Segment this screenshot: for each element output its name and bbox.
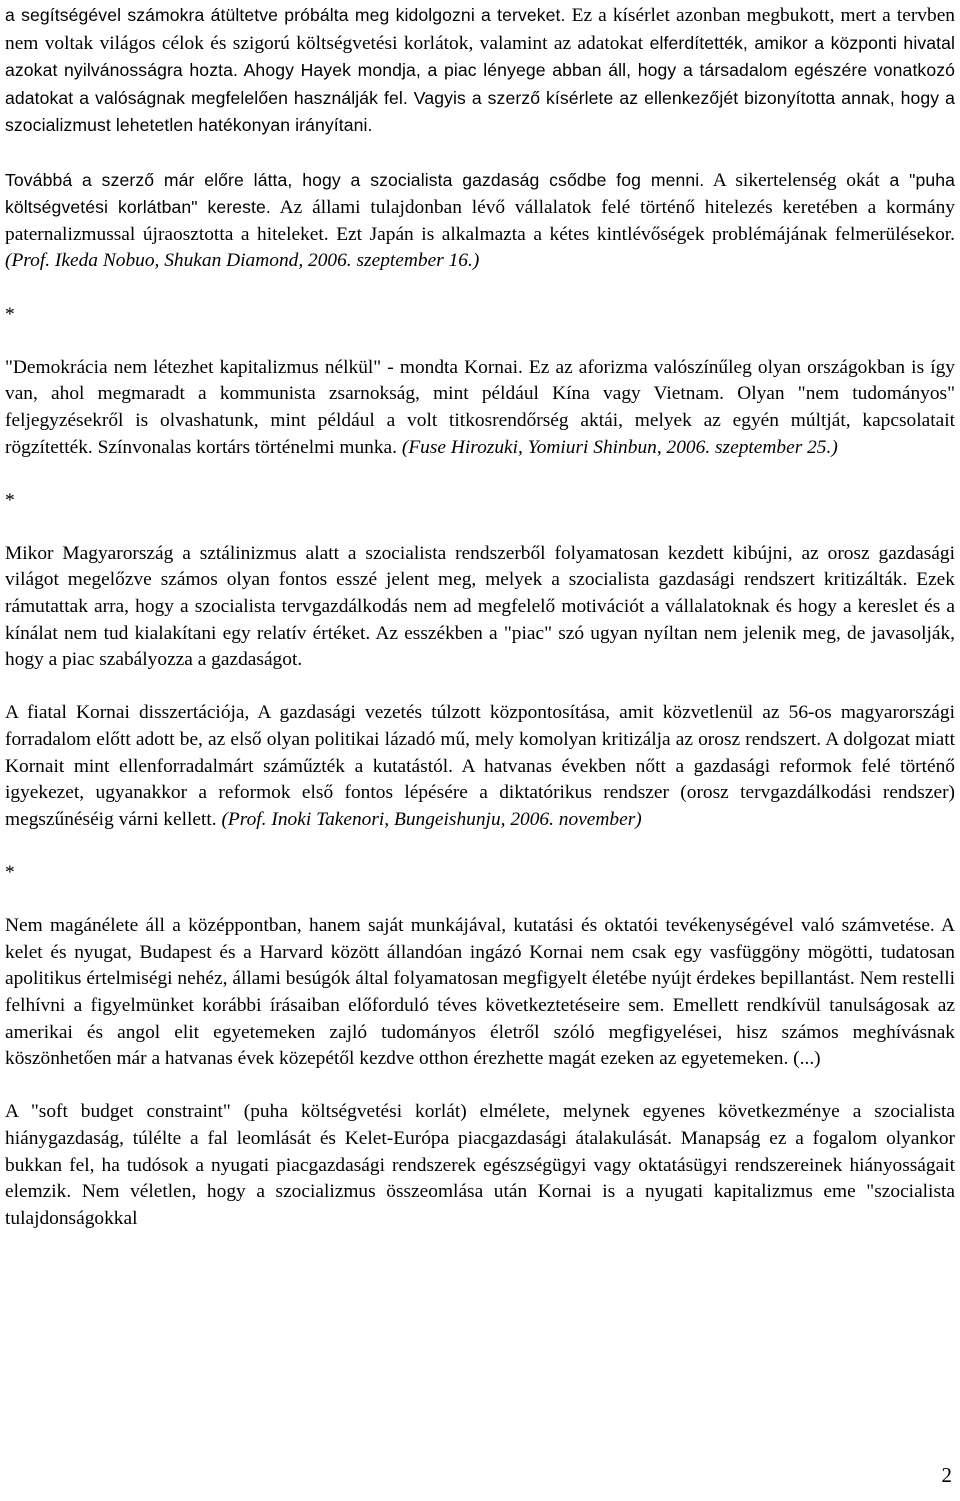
paragraph-dissertation (5, 700, 955, 833)
paragraph-text: A "soft budget constraint" (puha költségvetési korlát) elmélete, melynek egyenes következménye a szocialista hiánygazdaság, túlélte a fal leomlását és Kelet-Európa piacgazdasági átalakulását. Manapság ez a fogalom olyankor bukkan fel, ha tudósok a nyugati piacgazdasági rendszerek egészségügyi vagy oktatásügyi rendszereinek hiányosságait elemzik. Nem véletlen, hogy a szocializmus összeomlása után Kornai is a nyugati kapitalizmus eme "szocialista tulajdonságokkal (5, 1101, 955, 1229)
paragraph-text: a segítségével számokra átültetve próbálta meg kidolgozni a terveket. (5, 5, 566, 25)
paragraph-text: Továbbá a szerző már előre látta, hogy a szocialista gazdaság csődbe fog menni. (5, 169, 705, 190)
paragraph-text: "Demokrácia nem létezhet kapitalizmus nélkül" - mondta Kornai. Ez az aforizma valószínűleg olyan országokban is így van, ahol megmaradt a kommunista zsarnokság, mint például Kína vagy Vietnam. Olyan "nem tudományos" feljegyzésekről is olvashatunk, mint például a volt titkosrendőrség aktái, melyek az egyén múltját, kapcsolatait rögzítették. Színvonalas kortárs történelmi munka. (5, 356, 955, 458)
document-body (5, 2, 955, 1259)
section-separator: * (5, 862, 15, 883)
paragraph-text: A fiatal Kornai disszertációja, A gazdasági vezetés túlzott központosítása, amit közvetlenül az 56-os magyarországi forradalom előtt adott be, az első olyan politikai lázadó mű, mely komolyan kritizálja az orosz rendszert. A dolgozat miatt Kornait mint ellenforradalmárt száműzték a kutatástól. A hatvanas években nőtt a gazdasági reformok felé történő igyekezet, ugyanakkor a reformok első fontos lépésére a diktatórikus rendszer (orosz tervgazdálkodási rendszer) megszűnéséig várni kellett. (5, 702, 955, 830)
paragraph-text: Ez a kísérlet azonban megbukott, mert a tervben nem voltak világos célok és szigorú költségvetési korlátok, valamint az adatokat (5, 5, 955, 54)
citation: (Prof. Ikeda Nobuo, Shukan Diamond, 2006. szeptember 16.) (5, 250, 480, 272)
paragraph-text: A sikertelenség okát (704, 169, 880, 191)
section-separator: * (5, 303, 15, 325)
paragraph-text: Nem magánélete áll a középpontban, hanem saját munkájával, kutatási és oktatói tevékenységével való számvetése. A kelet és nyugat, Budapest és a Harvard között állandóan ingázó Kornai nem csak egy vasfüggöny mögötti, tudatosan apolitikus értelmiségi nehéz, állami besúgók által folyamatosan megfigyelt életébe nyújt érdekes bepillantást. Nem restelli felhívni a figyelmünket korábbi írásaiban előforduló téves következtetéseire sem. Emellett rendkívül tanulságosak az amerikai és angol elit egyetemeken zajló tudományos életről szóló megfigyelései, hisz számos meghívásnak köszönhetően már a hatvanas évek közepétől kezdve otthon érezhette magát ezeken az egyetemeken. (...) (5, 915, 955, 1070)
paragraph-text: a "puha költségvetési korlátban" kereste. (5, 169, 956, 218)
paragraph-text: elferdítették, amikor a központi hivatal azokat nyilvánosságra hozta. Ahogy Hayek mondja, a piac lényege abban áll, hogy a társadalom egészére vonatkozó adatokat a valóságnak megfelelően használják fel. Vagyis a szerző kísérlete az ellenkezőjét bizonyította annak, hogy a szocializmust lehetetlen hatékonyan irányítani. (5, 32, 955, 136)
paragraph-stalinism (5, 541, 955, 674)
paragraph-hayek (5, 2, 955, 140)
citation: (Fuse Hirozuki, Yomiuri Shinbun, 2006. szeptember 25.) (401, 436, 838, 458)
paragraph-work (5, 913, 955, 1073)
section-separator: * (5, 489, 15, 511)
paragraph-soft-budget-theory (5, 1099, 955, 1232)
citation: (Prof. Inoki Takenori, Bungeishunju, 2006. november) (221, 808, 642, 830)
paragraph-democracy (5, 355, 955, 461)
paragraph-text: Az állami tulajdonban lévő vállalatok felé történő hitelezés keretében a kormány paternalizmussal újraosztotta a hiteleket. Ezt Japán is alkalmazta a kétes kintlévőségek problémájának felmerülésekor. (5, 197, 955, 245)
page-number: 2 (941, 1463, 952, 1487)
paragraph-soft-budget (5, 167, 955, 275)
paragraph-text: Mikor Magyarország a sztálinizmus alatt a szocialista rendszerből folyamatosan kezdett kibújni, az orosz gazdasági világot megelőzve számos olyan fontos esszé jelent meg, melyek a szocialista gazdasági rendszert kritizálták. Ezek rámutattak arra, hogy a szocialista tervgazdálkodás nem ad megfelelő motivációt a vállalatoknak és hogy a kereslet és a kínálat nem tud kialakítani egy relatív értéket. Az esszékben a "piac" szó ugyan nyíltan nem jelenik meg, de javasolják, hogy a piac szabályozza a gazdaságot. (5, 542, 955, 671)
